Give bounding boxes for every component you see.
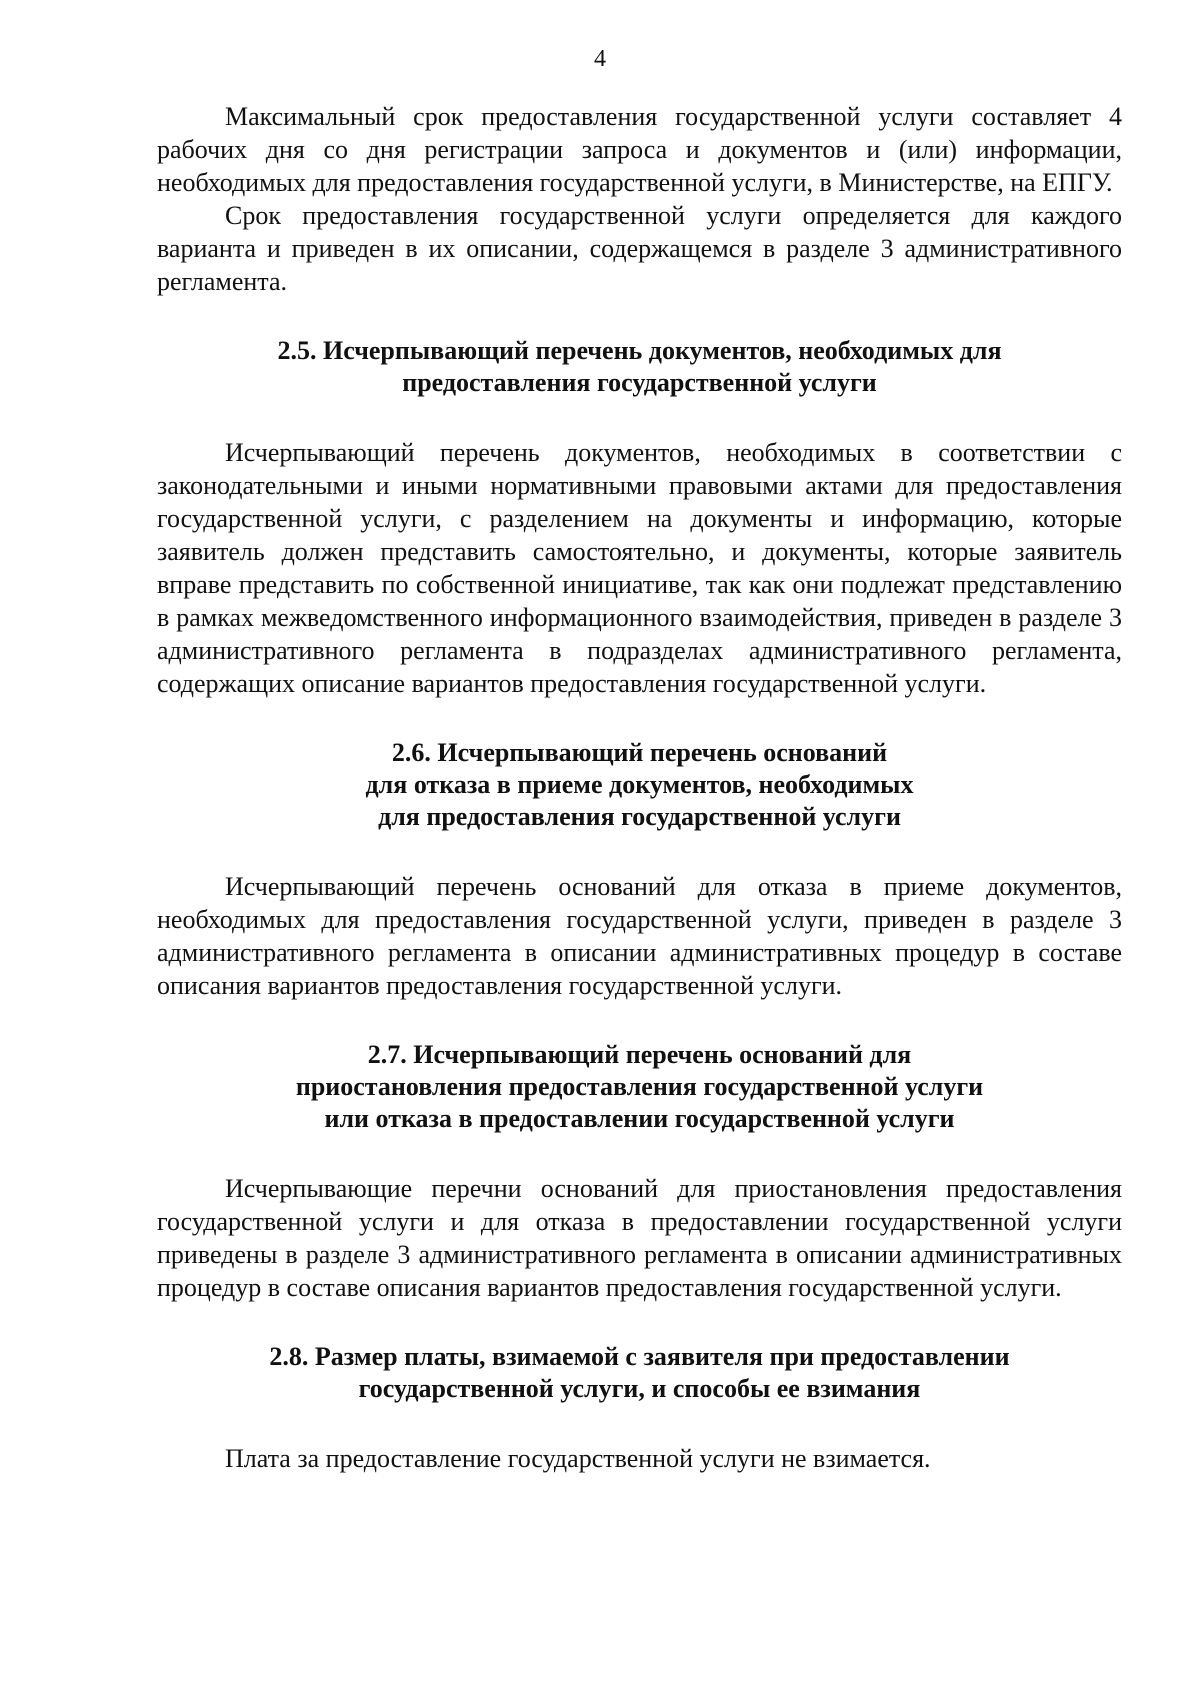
heading-line: приостановления предоставления государственной услуги <box>295 1072 984 1101</box>
page-number: 4 <box>594 46 606 72</box>
heading-line: для предоставления государственной услуги <box>378 802 901 831</box>
section-heading-2-5 <box>157 335 1122 399</box>
heading-line: 2.6. Исчерпывающий перечень оснований <box>391 738 888 767</box>
paragraph-term-variant: Срок предоставления государственной услуги определяется для каждого варианта и приведен в их описании, содержащемся в разделе 3 административного регламента. <box>157 201 1122 296</box>
heading-line: 2.5. Исчерпывающий перечень документов, необходимых для <box>277 336 1002 365</box>
section-heading-2-7 <box>157 1039 1122 1135</box>
section-body-2-6: Исчерпывающий перечень оснований для отказа в приеме документов, необходимых для предоставления государственной услуги, приведен в разделе 3 административного регламента в описании административных процедур в составе описания вариантов предоставления государственной услуги. <box>157 872 1122 1000</box>
heading-line: государственной услуги, и способы ее взимания <box>358 1374 921 1403</box>
heading-line: предоставления государственной услуги <box>402 368 877 397</box>
heading-line: 2.7. Исчерпывающий перечень оснований для <box>367 1040 912 1069</box>
heading-line: или отказа в предоставлении государственной услуги <box>324 1104 955 1133</box>
heading-line: 2.8. Размер платы, взимаемой с заявителя при предоставлении <box>269 1342 1010 1371</box>
heading-line: для отказа в приеме документов, необходимых <box>365 770 914 799</box>
section-body-2-5: Исчерпывающий перечень документов, необходимых в соответствии с законодательными и иными нормативными правовыми актами для предоставления государственной услуги, с разделением на документы и информацию, которые заявитель должен представить самостоятельно, и документы, которые заявитель вправе представить по собственной инициативе, так как они подлежат представлению в рамках межведомственного информационного взаимодействия, приведен в разделе 3 административного регламента в подразделах административного регламента, содержащих описание вариантов предоставления государственной услуги. <box>157 438 1122 698</box>
document-body <box>157 100 1122 1475</box>
section-body-2-7: Исчерпывающие перечни оснований для приостановления предоставления государственной услуги и для отказа в предоставлении государственной услуги приведены в разделе 3 административного регламента в описании административных процедур в составе описания вариантов предоставления государственной услуги. <box>157 1174 1122 1302</box>
section-heading-2-8 <box>157 1341 1122 1405</box>
paragraph-max-term: Максимальный срок предоставления государственной услуги составляет 4 рабочих дня со дня регистрации запроса и документов и (или) информации, необходимых для предоставления государственной услуги, в Министерстве, на ЕПГУ. <box>157 102 1122 197</box>
section-heading-2-6 <box>157 737 1122 833</box>
section-body-2-8: Плата за предоставление государственной услуги не взимается. <box>225 1444 931 1473</box>
